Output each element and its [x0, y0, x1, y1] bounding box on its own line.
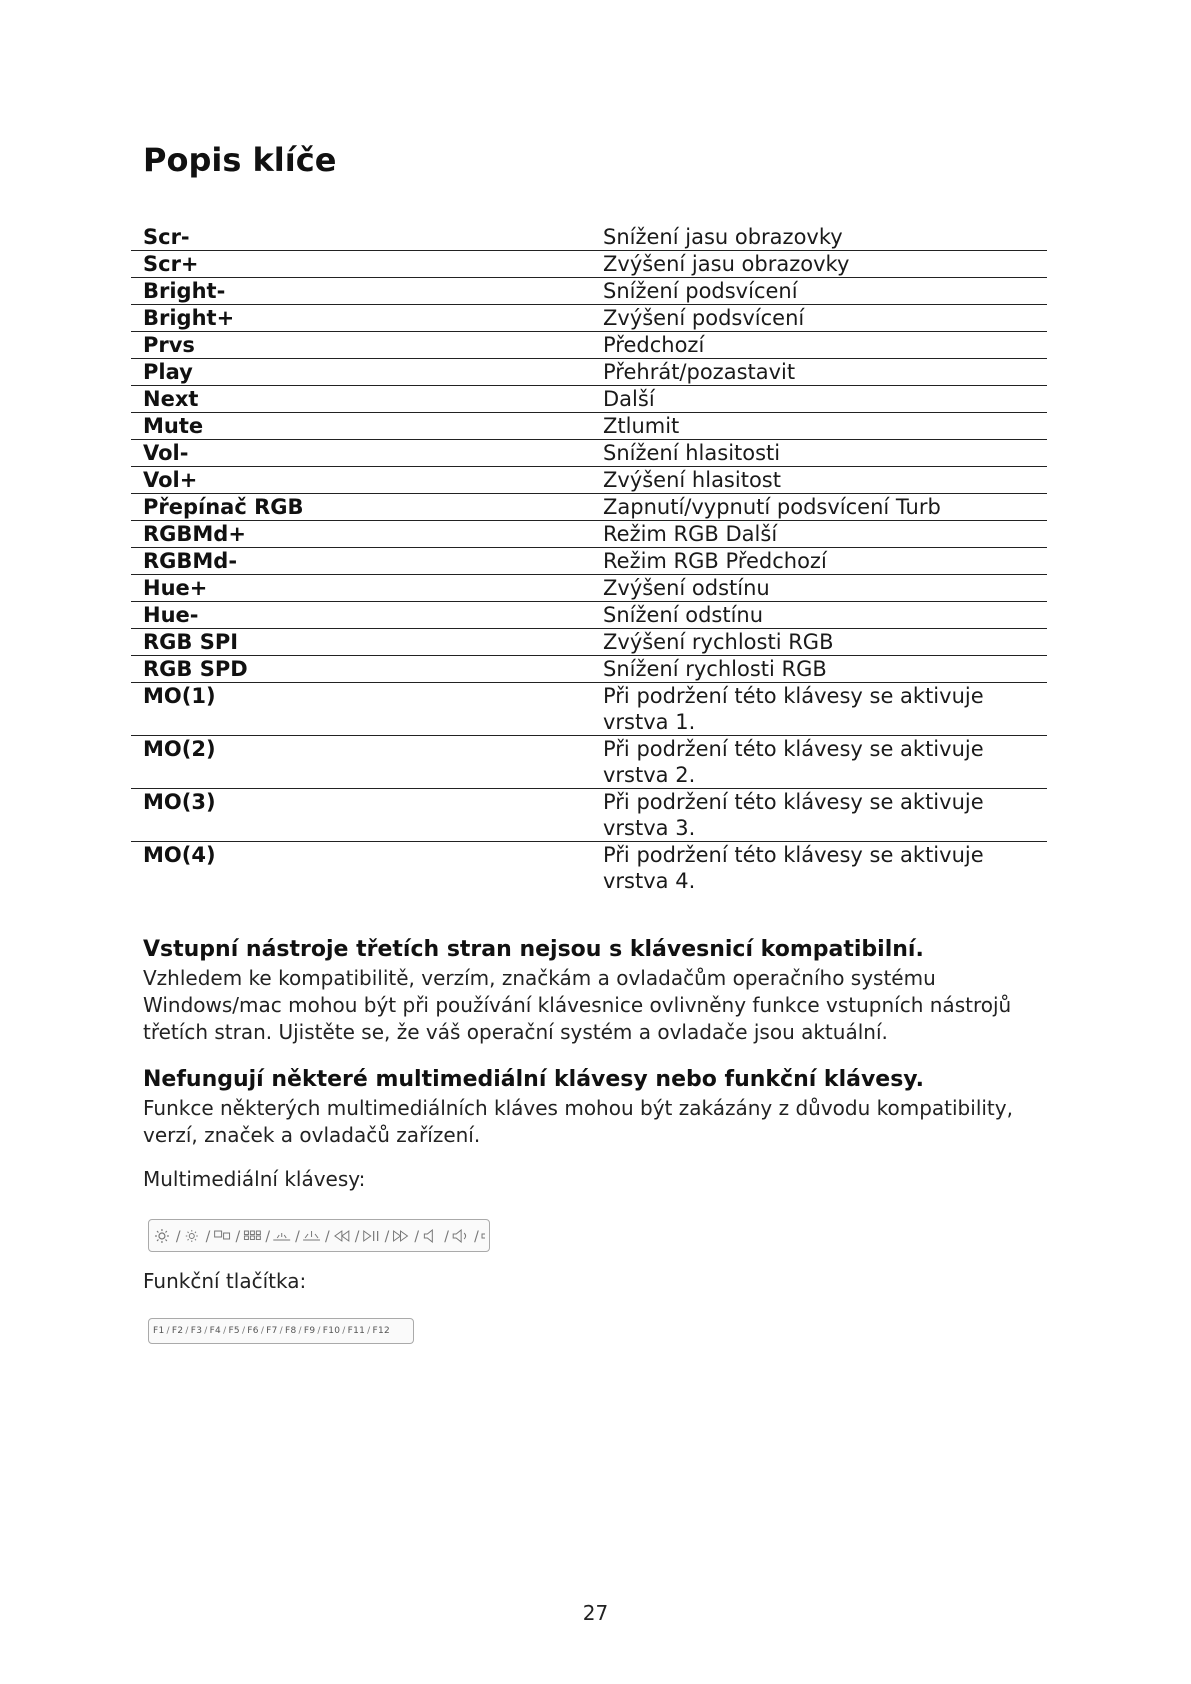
table-row	[131, 575, 1047, 602]
key-description: Předchozí	[591, 332, 1047, 359]
brightness-down-icon	[186, 1230, 198, 1242]
table-row	[131, 440, 1047, 467]
table-row	[131, 548, 1047, 575]
backlight-up-icon	[303, 1231, 320, 1240]
key-name: Play	[131, 359, 591, 386]
key-name: Bright+	[131, 305, 591, 332]
function-key-f3: F3	[190, 1326, 203, 1336]
function-key-f11: F11	[347, 1326, 366, 1336]
function-key-f4: F4	[209, 1326, 222, 1336]
key-name: MO(4)	[143, 843, 216, 867]
key-name: Scr-	[131, 224, 591, 251]
function-key-f10: F10	[322, 1326, 341, 1336]
key-name: MO(2)	[131, 736, 591, 789]
separator: /	[414, 1228, 420, 1245]
key-description: Snížení podsvícení	[591, 278, 1047, 305]
separator: /	[295, 1228, 300, 1245]
table-row	[131, 386, 1047, 413]
grid-icon	[244, 1231, 260, 1239]
section-multimedia-keys	[143, 1065, 1043, 1149]
separator: /	[317, 1326, 321, 1336]
page-title: Popis klíče	[143, 141, 337, 179]
table-row	[131, 494, 1047, 521]
key-name: Hue-	[131, 602, 591, 629]
key-description: Režim RGB Předchozí	[591, 548, 1047, 575]
function-key-f2: F2	[171, 1326, 184, 1336]
key-name: Bright-	[131, 278, 591, 305]
mute-icon	[424, 1230, 432, 1242]
table-row	[131, 789, 1047, 842]
key-name: Přepínač RGB	[131, 494, 591, 521]
key-description: Zvýšení rychlosti RGB	[591, 629, 1047, 656]
separator: /	[205, 1228, 211, 1245]
key-description: Ztlumit	[591, 413, 1047, 440]
section-heading: Vstupní nástroje třetích stran nejsou s klávesnicí kompatibilní.	[143, 937, 924, 962]
key-name: MO(3)	[131, 789, 591, 842]
separator: /	[324, 1228, 330, 1245]
next-icon	[394, 1231, 408, 1241]
key-name: RGBMd-	[131, 548, 591, 575]
function-key-f7: F7	[266, 1326, 278, 1336]
key-description: Snížení odstínu	[591, 602, 1047, 629]
function-key-f8: F8	[285, 1326, 297, 1336]
separator: /	[279, 1326, 284, 1336]
separator: /	[241, 1326, 246, 1336]
table-row	[131, 278, 1047, 305]
table-row	[131, 656, 1047, 683]
key-description-table	[131, 224, 1047, 894]
section-input-tools	[143, 935, 1043, 1046]
separator: /	[298, 1326, 302, 1336]
function-keys-strip	[148, 1318, 414, 1344]
section-body: Funkce některých multimediálních kláves mohou být zakázány z důvodu kompatibility, verzí, značek a ovladačů zařízení.	[143, 1096, 1013, 1147]
volume-down-icon	[453, 1230, 465, 1242]
multimedia-keys-label: Multimediální klávesy:	[143, 1167, 366, 1191]
function-key-f9: F9	[303, 1326, 316, 1336]
separator: /	[444, 1228, 449, 1245]
key-name: Mute	[131, 413, 591, 440]
separator: /	[166, 1326, 170, 1336]
table-row	[131, 251, 1047, 278]
key-description: Při podržení této klávesy se aktivuje vrstva 3.	[591, 789, 1047, 842]
table-row	[131, 413, 1047, 440]
separator: /	[367, 1326, 371, 1336]
separator: /	[342, 1326, 346, 1336]
key-name: RGB SPD	[131, 656, 591, 683]
volume-up-icon	[482, 1230, 485, 1242]
function-key-f5: F5	[228, 1326, 240, 1336]
separator: /	[260, 1326, 265, 1336]
key-description: Při podržení této klávesy se aktivuje vrstva 4.	[603, 843, 984, 893]
key-name: RGBMd+	[131, 521, 591, 548]
key-name: Hue+	[131, 575, 591, 602]
table-row	[131, 683, 1047, 736]
function-keys-label: Funkční tlačítka:	[143, 1269, 307, 1293]
key-name: Vol+	[131, 467, 591, 494]
backlight-down-icon	[273, 1233, 290, 1240]
play-pause-icon	[364, 1231, 378, 1241]
key-description: Při podržení této klávesy se aktivuje vrstva 1.	[591, 683, 1047, 736]
separator: /	[235, 1228, 241, 1245]
key-description: Zvýšení hlasitost	[591, 467, 1047, 494]
table-row	[131, 305, 1047, 332]
key-name: RGB SPI	[131, 629, 591, 656]
key-description: Zvýšení odstínu	[591, 575, 1047, 602]
function-key-f12: F12	[372, 1326, 391, 1336]
separator: /	[204, 1326, 208, 1336]
screen-toggle-icon	[215, 1231, 230, 1239]
key-description: Zvýšení podsvícení	[591, 305, 1047, 332]
key-name: MO(1)	[131, 683, 591, 736]
table-row	[131, 521, 1047, 548]
key-name: Scr+	[131, 251, 591, 278]
multimedia-keys-strip	[148, 1219, 490, 1252]
separator: /	[185, 1326, 189, 1336]
separator: /	[474, 1228, 479, 1245]
page-number: 27	[582, 1601, 609, 1625]
function-key-f6: F6	[247, 1326, 259, 1336]
separator: /	[223, 1326, 227, 1336]
previous-icon	[335, 1231, 349, 1241]
key-description: Zvýšení jasu obrazovky	[591, 251, 1047, 278]
table-row	[131, 467, 1047, 494]
table-row	[131, 359, 1047, 386]
key-description: Režim RGB Další	[591, 521, 1047, 548]
multimedia-icons	[153, 1221, 485, 1251]
key-description: Snížení jasu obrazovky	[591, 224, 1047, 251]
section-heading: Nefungují některé multimediální klávesy nebo funkční klávesy.	[143, 1067, 924, 1092]
key-description: Zapnutí/vypnutí podsvícení Turb	[591, 494, 1047, 521]
table-row	[131, 602, 1047, 629]
section-body: Vzhledem ke kompatibilitě, verzím, značkám a ovladačům operačního systému Windows/mac mohou být při používání klávesnice ovlivněny funkce vstupních nástrojů třetích stran. Ujistěte se, že váš operační systém a ovladače jsou aktuální.	[143, 966, 1012, 1044]
separator: /	[175, 1228, 181, 1245]
key-description: Další	[591, 386, 1047, 413]
table-row	[131, 224, 1047, 251]
brightness-up-icon	[155, 1229, 169, 1243]
key-description: Snížení rychlosti RGB	[591, 656, 1047, 683]
key-description: Při podržení této klávesy se aktivuje vrstva 2.	[591, 736, 1047, 789]
table-row	[131, 332, 1047, 359]
table-row	[131, 629, 1047, 656]
table-row	[131, 736, 1047, 789]
key-name: Vol-	[131, 440, 591, 467]
separator: /	[354, 1228, 360, 1245]
key-description: Snížení hlasitosti	[591, 440, 1047, 467]
key-name: Next	[131, 386, 591, 413]
separator: /	[384, 1228, 390, 1245]
key-name: Prvs	[131, 332, 591, 359]
separator: /	[265, 1228, 271, 1245]
key-description: Přehrát/pozastavit	[591, 359, 1047, 386]
table-row	[131, 842, 1047, 895]
function-key-f1: F1	[153, 1326, 165, 1336]
